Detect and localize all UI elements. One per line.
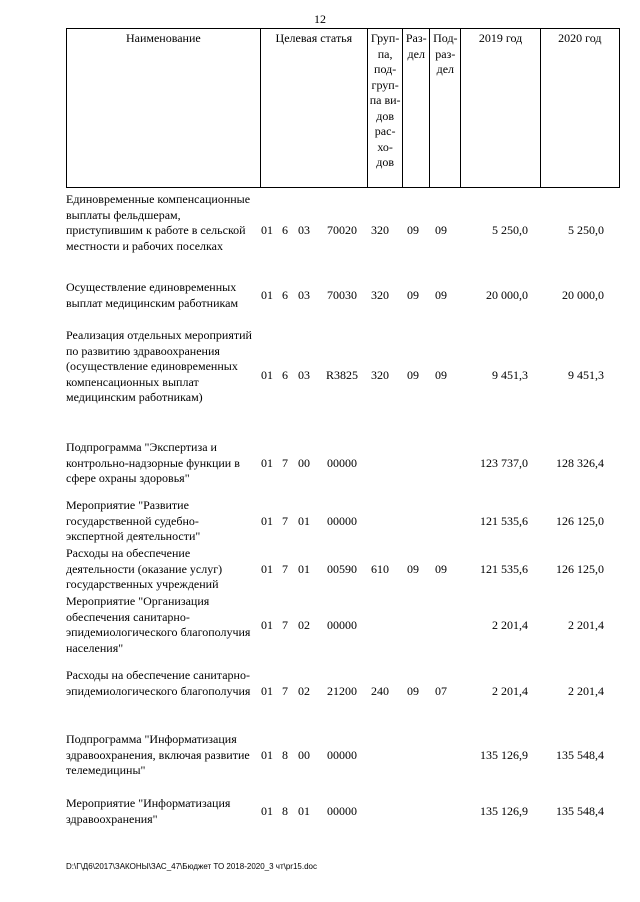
page-number: 12 bbox=[314, 12, 326, 26]
row-subsection: 09 bbox=[435, 562, 447, 576]
header-2019: 2019 год bbox=[461, 29, 540, 188]
row-program: 01 bbox=[261, 514, 273, 528]
row-2020: 126 125,0 bbox=[556, 514, 604, 528]
row-name: Реализация отдельных мероприятий по развитию здравоохранения (осуществление единовременных компенсационных выплат медицинским работникам) bbox=[66, 328, 252, 404]
row-2020: 20 000,0 bbox=[562, 288, 604, 302]
row-measure: 00 bbox=[298, 748, 310, 762]
row-2019: 121 535,6 bbox=[480, 514, 528, 528]
table-header bbox=[66, 28, 620, 188]
row-measure: 01 bbox=[298, 514, 310, 528]
row-measure: 02 bbox=[298, 684, 310, 698]
row-subprogram: 7 bbox=[282, 684, 288, 698]
file-path-footer: D:\Г\Д6\2017\ЗАКОНЫ\ЗАС_47\Бюджет ТО 2018-2020_3 чт\pr15.doc bbox=[66, 862, 317, 871]
row-2020: 135 548,4 bbox=[556, 748, 604, 762]
row-group: 320 bbox=[371, 288, 389, 302]
row-group: 320 bbox=[371, 223, 389, 237]
row-section: 09 bbox=[407, 562, 419, 576]
row-measure: 03 bbox=[298, 368, 310, 382]
row-subsection: 09 bbox=[435, 288, 447, 302]
row-group: 320 bbox=[371, 368, 389, 382]
row-group: 240 bbox=[371, 684, 389, 698]
row-direction: 00000 bbox=[327, 748, 357, 762]
row-2020: 2 201,4 bbox=[568, 684, 604, 698]
row-subprogram: 7 bbox=[282, 514, 288, 528]
row-2019: 9 451,3 bbox=[492, 368, 528, 382]
row-2020: 126 125,0 bbox=[556, 562, 604, 576]
table-row bbox=[66, 594, 620, 658]
row-2019: 135 126,9 bbox=[480, 804, 528, 818]
row-direction: 00000 bbox=[327, 456, 357, 470]
table-row bbox=[66, 546, 620, 594]
row-section: 09 bbox=[407, 684, 419, 698]
row-name: Подпрограмма "Информатизация здравоохранения, включая развитие телемедицины" bbox=[66, 732, 250, 777]
row-2020: 2 201,4 bbox=[568, 618, 604, 632]
row-direction: 70020 bbox=[327, 223, 357, 237]
row-2019: 2 201,4 bbox=[492, 684, 528, 698]
header-section: Раз- дел bbox=[403, 29, 430, 188]
row-direction: 00000 bbox=[327, 618, 357, 632]
table-row bbox=[66, 498, 620, 546]
table-row bbox=[66, 732, 620, 780]
table-row bbox=[66, 440, 620, 488]
row-2019: 20 000,0 bbox=[486, 288, 528, 302]
row-subprogram: 7 bbox=[282, 562, 288, 576]
row-measure: 02 bbox=[298, 618, 310, 632]
row-2019: 121 535,6 bbox=[480, 562, 528, 576]
row-subsection: 09 bbox=[435, 223, 447, 237]
row-measure: 03 bbox=[298, 288, 310, 302]
row-2019: 2 201,4 bbox=[492, 618, 528, 632]
row-section: 09 bbox=[407, 368, 419, 382]
row-program: 01 bbox=[261, 456, 273, 470]
row-measure: 00 bbox=[298, 456, 310, 470]
table-row bbox=[66, 328, 620, 422]
row-subprogram: 6 bbox=[282, 223, 288, 237]
row-2020: 128 326,4 bbox=[556, 456, 604, 470]
row-subsection: 09 bbox=[435, 368, 447, 382]
row-program: 01 bbox=[261, 368, 273, 382]
row-name: Осуществление единовременных выплат медицинским работникам bbox=[66, 280, 239, 310]
row-name: Расходы на обеспечение санитарно-эпидемиологического благополучия bbox=[66, 668, 251, 698]
row-program: 01 bbox=[261, 562, 273, 576]
row-measure: 03 bbox=[298, 223, 310, 237]
row-2020: 135 548,4 bbox=[556, 804, 604, 818]
row-2019: 135 126,9 bbox=[480, 748, 528, 762]
row-section: 09 bbox=[407, 288, 419, 302]
row-direction: 00590 bbox=[327, 562, 357, 576]
header-subsection: Под- раз- дел bbox=[430, 29, 461, 188]
row-direction: 21200 bbox=[327, 684, 357, 698]
row-direction: R3825 bbox=[325, 368, 358, 382]
row-direction: 70030 bbox=[327, 288, 357, 302]
row-measure: 01 bbox=[298, 562, 310, 576]
row-2020: 5 250,0 bbox=[568, 223, 604, 237]
row-name: Единовременные компенсационные выплаты фельдшерам, приступившим к работе в сельской местности и рабочих поселках bbox=[66, 192, 251, 253]
table-row bbox=[66, 796, 620, 828]
row-direction: 00000 bbox=[327, 804, 357, 818]
table-row bbox=[66, 668, 620, 716]
row-group: 610 bbox=[371, 562, 389, 576]
row-section: 09 bbox=[407, 223, 419, 237]
row-subsection: 07 bbox=[435, 684, 447, 698]
row-subprogram: 8 bbox=[282, 804, 288, 818]
row-name: Мероприятие "Развитие государственной судебно-экспертной деятельности" bbox=[66, 498, 201, 543]
row-program: 01 bbox=[261, 288, 273, 302]
row-name: Расходы на обеспечение деятельности (оказание услуг) государственных учреждений bbox=[66, 546, 223, 591]
row-program: 01 bbox=[261, 223, 273, 237]
table-row bbox=[66, 192, 620, 270]
row-subprogram: 6 bbox=[282, 368, 288, 382]
header-group: Груп- па, под- груп- па ви- дов рас- хо- дов bbox=[368, 29, 403, 188]
row-subprogram: 7 bbox=[282, 618, 288, 632]
row-program: 01 bbox=[261, 618, 273, 632]
row-2019: 5 250,0 bbox=[492, 223, 528, 237]
row-name: Мероприятие "Организация обеспечения санитарно-эпидемиологического благополучия населения" bbox=[66, 594, 251, 655]
header-name: Наименование bbox=[67, 29, 261, 188]
table-row bbox=[66, 280, 620, 312]
header-2020: 2020 год bbox=[540, 29, 619, 188]
row-subprogram: 6 bbox=[282, 288, 288, 302]
row-name: Мероприятие "Информатизация здравоохранения" bbox=[66, 796, 231, 826]
row-name: Подпрограмма "Экспертиза и контрольно-надзорные функции в сфере охраны здоровья" bbox=[66, 440, 240, 485]
row-subprogram: 8 bbox=[282, 748, 288, 762]
header-target: Целевая статья bbox=[260, 29, 367, 188]
row-2020: 9 451,3 bbox=[568, 368, 604, 382]
row-direction: 00000 bbox=[327, 514, 357, 528]
row-program: 01 bbox=[261, 748, 273, 762]
row-program: 01 bbox=[261, 804, 273, 818]
row-2019: 123 737,0 bbox=[480, 456, 528, 470]
row-program: 01 bbox=[261, 684, 273, 698]
row-measure: 01 bbox=[298, 804, 310, 818]
row-subprogram: 7 bbox=[282, 456, 288, 470]
